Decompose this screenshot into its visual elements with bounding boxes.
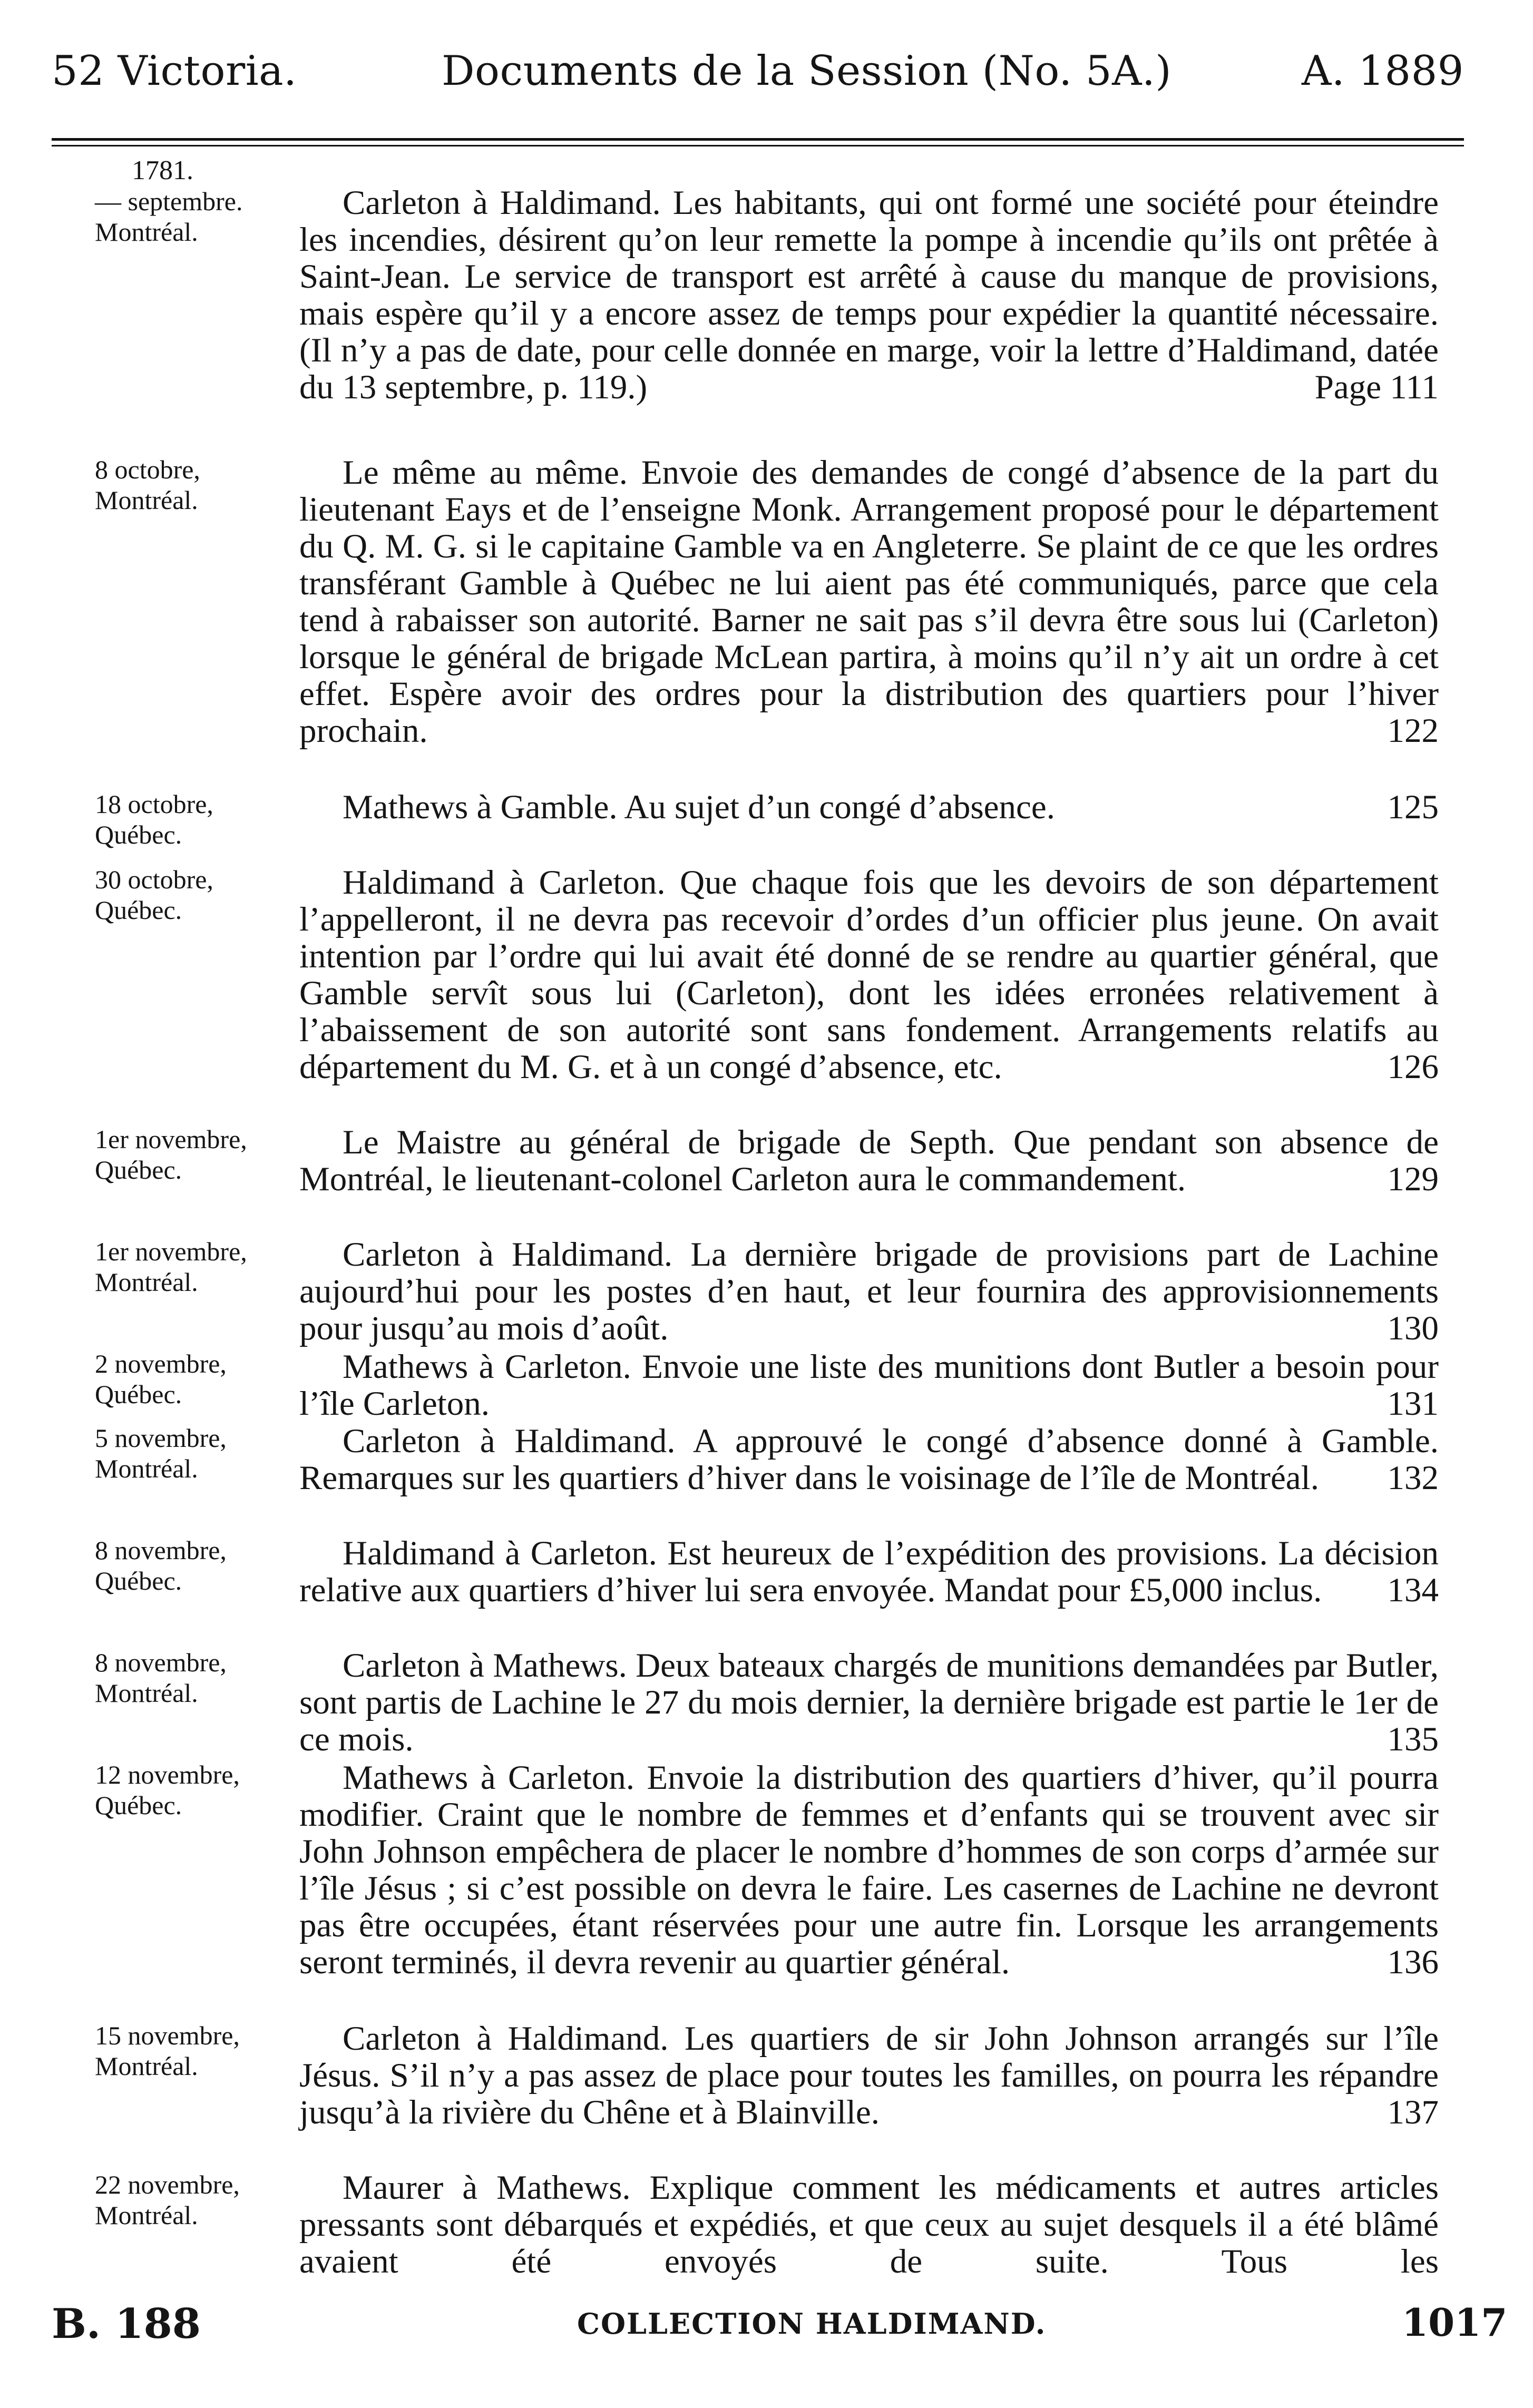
entry-date: 8 octobre, — [95, 455, 200, 484]
entry-summary — [299, 184, 1439, 406]
header-session-year: 52 Victoria. — [52, 47, 297, 95]
entry-date-block — [95, 1236, 300, 1297]
header-rule — [52, 138, 1464, 141]
header-year: A. 1889 — [1302, 47, 1464, 95]
entry-place: Québec. — [95, 895, 182, 925]
entry-page-ref: 134 — [1387, 1571, 1439, 1609]
entry-date-block — [95, 789, 300, 850]
entry-date-block — [95, 1348, 300, 1409]
footer-collection-title: COLLECTION HALDIMAND. — [577, 2307, 1047, 2341]
entry-summary — [299, 454, 1439, 749]
entry-place: Québec. — [95, 1566, 182, 1595]
header-title: Documents de la Session (No. 5A.) — [442, 47, 1172, 95]
entry-date-block — [95, 1759, 300, 1820]
entry-text: Carleton à Haldimand. La dernière brigade de provisions part de Lachine aujourd’hui pour les postes d’en haut, et leur fournira des approvisionnements pour jusqu’au mois d’août. — [299, 1236, 1439, 1347]
entry-summary — [299, 1423, 1439, 1496]
entry-summary — [299, 789, 1439, 826]
entry-date-block — [95, 864, 300, 925]
entry-text: Mathews à Carleton. Envoie une liste des munitions dont Butler a besoin pour l’île Carleton. — [299, 1348, 1439, 1423]
entry-place: Montréal. — [95, 2200, 198, 2230]
entry-date-block — [95, 2169, 300, 2230]
entry-date: — septembre. — [95, 187, 243, 216]
entry-text: Carleton à Haldimand. Les quartiers de sir John Johnson arrangés sur l’île Jésus. S’il n’y a pas assez de place pour toutes les familles, on pourra les répandre jusqu’à la rivière du Chêne et à Blainville. — [299, 2020, 1439, 2131]
entry-place: Montréal. — [95, 1267, 198, 1297]
entry-place: Montréal. — [95, 485, 198, 515]
entry-page-ref: 132 — [1387, 1459, 1439, 1497]
entry-page-ref: 135 — [1387, 1720, 1439, 1758]
entry-summary — [299, 1124, 1439, 1198]
entry-date-block — [95, 454, 300, 515]
entry-place: Montréal. — [95, 2051, 198, 2081]
entry-page-ref: 137 — [1387, 2093, 1439, 2131]
entry-date: 1er novembre, — [95, 1237, 247, 1266]
entry-page-ref: 130 — [1387, 1309, 1439, 1347]
entry-text: Haldimand à Carleton. Est heureux de l’expédition des provisions. La décision relative aux quartiers d’hiver lui sera envoyée. Mandat pour £5,000 inclus. — [299, 1534, 1439, 1609]
entry-summary — [299, 1535, 1439, 1609]
entry-text: Mathews à Gamble. Au sujet d’un congé d’absence. — [343, 788, 1055, 826]
entry-text: Le Maistre au général de brigade de Septh. Que pendant son absence de Montréal, le lieutenant-colonel Carleton aura le commandement. — [299, 1123, 1439, 1198]
entry-text: Carleton à Haldimand. Les habitants, qui ont formé une société pour éteindre les incendies, désirent qu’on leur remette la pompe à incendie qu’ils ont prêtée à Saint-Jean. Le service de transport est arrêté à cause du manque de provisions, mais espère qu’il y a encore assez de temps pour expédier la quantité nécessaire. (Il n’y a pas de date, pour celle donnée en marge, voir la lettre d’Haldimand, datée du 13 septembre, p. 119.) — [299, 184, 1439, 406]
entry-page-ref: Page 111 — [1314, 368, 1439, 406]
entry-page-ref: 131 — [1387, 1385, 1439, 1423]
entry-summary — [299, 1236, 1439, 1347]
entry-summary — [299, 1759, 1439, 1981]
entry-page-ref: 136 — [1387, 1943, 1439, 1981]
entry-text: Maurer à Mathews. Explique comment les médicaments et autres articles pressants sont débarqués et expédiés, et que ceux au sujet desquels il a été blâmé avaient été envoyés de suite. Tous les — [299, 2169, 1439, 2280]
entry-summary — [299, 2169, 1439, 2280]
entry-text: Le même au même. Envoie des demandes de congé d’absence de la part du lieutenant Eays et de l’enseigne Monk. Arrangement proposé pour le département du Q. M. G. si le capitaine Gamble va en Angleterre. Se plaint de ce que les ordres transférant Gamble à Québec ne lui aient pas été communiqués, parce que cela tend à rabaisser son autorité. Barner ne sait pas s’il devra être sous lui (Carleton) lorsque le général de brigade McLean partira, à moins qu’il n’y ait un ordre à cet effet. Espère avoir des ordres pour la distribution des quartiers pour l’hiver prochain. — [299, 454, 1439, 750]
entry-date-block — [95, 155, 300, 247]
entry-date-block — [95, 1647, 300, 1708]
entry-date: 8 novembre, — [95, 1535, 227, 1565]
entry-text: Mathews à Carleton. Envoie la distribution des quartiers d’hiver, qu’il pourra modifier. Craint que le nombre de femmes et d’enfants qui se trouvent avec sir John Johnson empêchera de placer le nombre d’hommes de son corps d’armée sur l’île Jésus ; si c’est possible on devra le faire. Les casernes de Lachine ne devront pas être occupées, étant réservées pour une autre fin. Lorsque les arrangements seront terminés, il devra revenir au quartier général. — [299, 1759, 1439, 1981]
entry-place: Montréal. — [95, 1678, 198, 1708]
entry-summary — [299, 1647, 1439, 1758]
entry-page-ref: 129 — [1387, 1160, 1439, 1198]
entry-place: Montréal. — [95, 1454, 198, 1483]
entry-place: Québec. — [95, 1379, 182, 1409]
entry-date: 15 novembre, — [95, 2021, 240, 2050]
header-rule-thin — [52, 145, 1464, 146]
entry-text: Carleton à Mathews. Deux bateaux chargés de munitions demandées par Butler, sont partis de Lachine le 27 du mois dernier, la dernière brigade est partie le 1er de ce mois. — [299, 1647, 1439, 1758]
entry-summary — [299, 864, 1439, 1085]
entry-date: 12 novembre, — [95, 1760, 240, 1789]
entry-date-block — [95, 1124, 300, 1185]
entry-text: Haldimand à Carleton. Que chaque fois que les devoirs de son département l’appelleront, il ne devra pas recevoir d’ordes d’un officier plus jeune. On avait intention par l’ordre qui lui avait été donné de se rendre au quartier général, que Gamble servît sous lui (Carleton), dont les idées erronées relativement à l’abaissement de son autorité sont sans fondement. Arrangements relatifs au département du M. G. et à un congé d’absence, etc. — [299, 864, 1439, 1086]
entry-date-block — [95, 1535, 300, 1596]
entry-place: Montréal. — [95, 217, 198, 247]
entry-date: 8 novembre, — [95, 1648, 227, 1677]
entry-year: 1781. — [132, 155, 193, 185]
entry-date: 30 octobre, — [95, 865, 213, 894]
entry-page-ref: 125 — [1387, 788, 1439, 826]
entry-date-block — [95, 2020, 300, 2081]
entry-summary — [299, 1348, 1439, 1422]
entry-place: Québec. — [95, 1790, 182, 1820]
entry-summary — [299, 2020, 1439, 2131]
entry-date: 22 novembre, — [95, 2170, 240, 2199]
entry-page-ref: 122 — [1387, 712, 1439, 750]
entry-page-ref: 126 — [1387, 1048, 1439, 1086]
entry-date: 5 novembre, — [95, 1423, 227, 1453]
footer-page-number: 1017 — [1402, 2300, 1508, 2345]
footer-sheet-ref: B. 188 — [52, 2300, 201, 2348]
entry-date: 18 octobre, — [95, 789, 213, 819]
entry-place: Québec. — [95, 820, 182, 849]
entry-place: Québec. — [95, 1155, 182, 1185]
entry-date: 2 novembre, — [95, 1349, 227, 1378]
entry-date: 1er novembre, — [95, 1124, 247, 1154]
entry-date-block — [95, 1423, 300, 1484]
entry-text: Carleton à Haldimand. A approuvé le congé d’absence donné à Gamble. Remarques sur les quartiers d’hiver dans le voisinage de l’île de Montréal. — [299, 1422, 1439, 1497]
